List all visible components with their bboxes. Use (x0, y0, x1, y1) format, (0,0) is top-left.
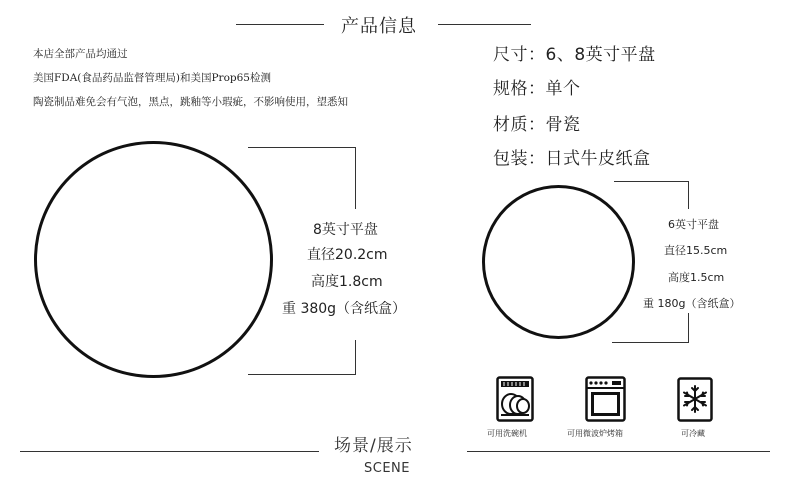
snowflake-icon (677, 377, 713, 422)
spec-material: 材质：骨瓷 (493, 115, 581, 135)
large-dim-vertical-top (355, 147, 356, 209)
notice-line-3: 陶瓷制品难免会有气泡，黑点，跳釉等小瑕疵，不影响使用，望悉知 (33, 96, 348, 108)
large-plate-diagram (34, 141, 273, 378)
large-dim-vertical-bottom (355, 340, 356, 374)
refrigerate-label: 可冷藏 (681, 429, 705, 438)
large-plate-name: 8英寸平盘 (313, 222, 378, 238)
small-plate-name: 6英寸平盘 (668, 218, 719, 231)
notice-line-1: 本店全部产品均通过 (33, 48, 128, 60)
large-plate-diameter: 直径20.2cm (307, 247, 388, 263)
microwave-oven-label: 可用微波炉烤箱 (567, 429, 623, 438)
page-title: 产品信息 (341, 16, 417, 37)
spec-size: 尺寸：6、8英寸平盘 (493, 45, 656, 65)
large-dim-bottom (248, 374, 356, 375)
header-rule-left (236, 24, 324, 25)
dishwasher-label: 可用洗碗机 (487, 429, 527, 438)
small-dim-bottom (612, 342, 689, 343)
spec-quantity: 规格：单个 (493, 79, 581, 99)
small-plate-weight: 重 180g（含纸盒） (643, 297, 741, 310)
scene-subtitle: SCENE (364, 461, 410, 476)
dishwasher-icon (496, 376, 534, 422)
large-plate-weight: 重 380g（含纸盒） (282, 301, 407, 317)
small-dim-vertical-top (688, 181, 689, 209)
microwave-oven-icon (585, 376, 626, 422)
notice-line-2: 美国FDA(食品药品监督管理局)和美国Prop65检测 (33, 72, 271, 84)
header-rule-right (438, 24, 531, 25)
small-dim-top (614, 181, 688, 182)
scene-rule-left (20, 451, 319, 452)
small-plate-diameter: 直径15.5cm (664, 244, 728, 257)
large-dim-top (248, 147, 355, 148)
scene-title: 场景/展示 (334, 436, 413, 456)
large-plate-height: 高度1.8cm (311, 274, 383, 290)
spec-packaging: 包装：日式牛皮纸盒 (493, 149, 651, 169)
scene-rule-right (467, 451, 770, 452)
small-plate-diagram (482, 185, 635, 339)
small-plate-height: 高度1.5cm (668, 271, 725, 284)
small-dim-vertical-bottom (688, 313, 689, 342)
